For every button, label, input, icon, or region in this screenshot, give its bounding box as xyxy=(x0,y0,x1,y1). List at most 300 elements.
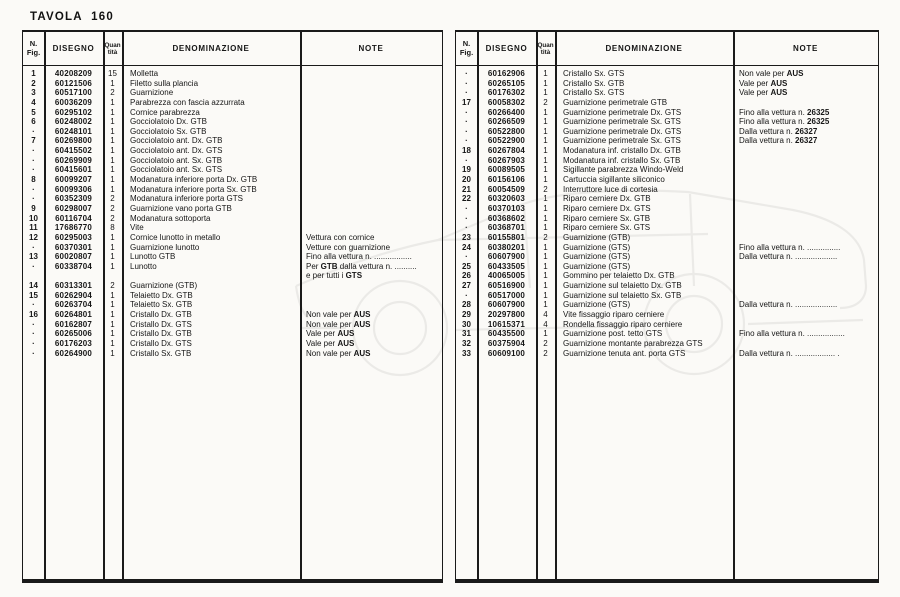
table-row xyxy=(456,214,878,224)
note-cell xyxy=(300,79,442,89)
note-cell xyxy=(300,127,442,137)
fig-number-cell: · xyxy=(465,223,468,233)
denominazione-cell: Molletta xyxy=(130,69,159,78)
disegno-cell: 60267903 xyxy=(487,155,526,165)
note-cell: Fino alla vettura n. ................. xyxy=(306,252,412,262)
table-row xyxy=(456,185,878,195)
fig-number-cell: · xyxy=(465,126,468,136)
denominazione-cell: Filetto sulla plancia xyxy=(130,78,199,88)
fig-number-cell: · xyxy=(465,88,468,98)
table-body-left xyxy=(23,69,442,579)
disegno-cell: 60266509 xyxy=(487,117,526,127)
fig-number-cell: 14 xyxy=(29,281,38,291)
denominazione-cell: Guarnizione sul telaietto Sx. GTB xyxy=(563,290,682,300)
quantity-cell: 2 xyxy=(110,203,115,213)
fig-number-cell: · xyxy=(32,146,35,156)
quantity-cell: 1 xyxy=(543,107,548,117)
note-cell xyxy=(733,223,878,233)
quantity-cell: 1 xyxy=(543,126,548,136)
note-cell xyxy=(300,136,442,146)
disegno-cell: 60368701 xyxy=(487,223,526,233)
denominazione-cell: Guarnizione (GTB) xyxy=(563,232,631,242)
fig-number-cell: 25 xyxy=(462,261,471,271)
disegno-cell: 40208209 xyxy=(54,69,93,78)
quantity-cell: 2 xyxy=(543,97,548,107)
disegno-cell: 60517100 xyxy=(54,88,93,98)
denominazione-cell: Gocciolatoio ant. Dx. GTB xyxy=(130,136,223,146)
fig-number-cell: · xyxy=(465,117,468,127)
quantity-cell: 1 xyxy=(110,126,115,136)
quantity-cell: 1 xyxy=(110,232,115,242)
table-row xyxy=(456,262,878,272)
table-row xyxy=(456,69,878,79)
fig-number-cell: · xyxy=(465,213,468,223)
denominazione-cell: Cornice parabrezza xyxy=(130,107,200,117)
table-row xyxy=(23,146,442,156)
denominazione-cell: Guarnizione vano porta GTB xyxy=(130,203,232,213)
denominazione-cell: Cristallo Sx. GTS xyxy=(563,88,625,98)
fig-number-cell: 11 xyxy=(29,223,38,233)
table-row xyxy=(23,69,442,79)
denominazione-cell: Cristallo Sx. GTB xyxy=(130,348,192,358)
denominazione-cell: Modanatura inferiore porta Sx. GTB xyxy=(130,184,257,194)
disegno-cell: 60265006 xyxy=(54,329,93,339)
column-header-disegno: DISEGNO xyxy=(52,44,95,53)
fig-number-cell: 28 xyxy=(462,300,471,310)
note-cell: Dalla vettura n. 26327 xyxy=(739,126,818,136)
column-header-quantita-line2: tità xyxy=(107,48,118,56)
denominazione-cell: Modanatura inferiore porta Dx. GTB xyxy=(130,175,258,185)
denominazione-cell: Interruttore luce di cortesia xyxy=(563,184,658,194)
quantity-cell: 1 xyxy=(110,242,115,252)
quantity-cell: 15 xyxy=(108,69,117,78)
denominazione-cell: Cornice lunotto in metallo xyxy=(130,232,221,242)
quantity-cell: 1 xyxy=(543,194,548,204)
note-cell xyxy=(300,194,442,204)
quantity-cell: 2 xyxy=(543,184,548,194)
disegno-cell: 60320603 xyxy=(487,194,526,204)
quantity-cell: 1 xyxy=(543,69,548,78)
disegno-cell: 60415601 xyxy=(54,165,93,175)
disegno-cell: 60295102 xyxy=(54,107,93,117)
table-row xyxy=(456,156,878,166)
fig-number-cell: 16 xyxy=(29,310,38,320)
disegno-cell: 60338704 xyxy=(54,261,93,271)
note-cell xyxy=(300,204,442,214)
note-cell: Non vale per AUS xyxy=(306,310,371,320)
disegno-cell: 60266400 xyxy=(487,107,526,117)
quantity-cell: 1 xyxy=(543,252,548,262)
denominazione-cell: Vite xyxy=(130,223,144,233)
note-cell xyxy=(300,88,442,98)
table-row xyxy=(23,127,442,137)
note-cell: Vettura con cornice xyxy=(306,232,375,242)
note-cell xyxy=(300,69,442,79)
quantity-cell: 1 xyxy=(543,155,548,165)
table-row xyxy=(456,136,878,146)
note-cell: Vetture con guarnizione xyxy=(306,242,391,252)
fig-number-cell: · xyxy=(465,155,468,165)
quantity-cell: 4 xyxy=(543,319,548,329)
disegno-cell: 60162807 xyxy=(54,319,93,329)
note-cell xyxy=(733,175,878,185)
quantity-cell: 1 xyxy=(110,329,115,339)
disegno-cell: 10615371 xyxy=(487,319,526,329)
fig-number-cell: 26 xyxy=(462,271,471,281)
table-row xyxy=(23,175,442,185)
note-cell: Fino alla vettura n. 26325 xyxy=(739,117,830,127)
disegno-cell: 60121506 xyxy=(54,78,93,88)
parts-table-left xyxy=(22,30,443,583)
note-cell xyxy=(733,233,878,243)
note-cell: Vale per AUS xyxy=(306,329,355,339)
disegno-cell: 60099306 xyxy=(54,184,93,194)
table-row xyxy=(23,329,442,339)
column-header-quantita-line2: tità xyxy=(540,48,551,56)
quantity-cell: 1 xyxy=(543,117,548,127)
column-header-note: NOTE xyxy=(792,44,819,53)
disegno-cell: 60522800 xyxy=(487,126,526,136)
disegno-cell: 20297800 xyxy=(487,310,526,320)
table-row xyxy=(456,252,878,262)
fig-number-cell: 10 xyxy=(29,213,38,223)
column-header-note: NOTE xyxy=(358,44,384,53)
quantity-cell: 1 xyxy=(110,165,115,175)
disegno-cell: 60263704 xyxy=(54,300,93,310)
denominazione-cell: Cristallo Sx. GTS xyxy=(563,69,625,78)
fig-number-cell: · xyxy=(465,78,468,88)
quantity-cell: 1 xyxy=(110,290,115,300)
fig-number-cell: 23 xyxy=(462,232,471,242)
quantity-cell: 1 xyxy=(543,223,548,233)
page-title: TAVOLA 160 xyxy=(30,11,114,23)
quantity-cell: 1 xyxy=(543,203,548,213)
note-cell xyxy=(300,98,442,108)
quantity-cell: 1 xyxy=(543,88,548,98)
fig-number-cell: · xyxy=(32,338,35,348)
disegno-cell: 60380201 xyxy=(487,242,526,252)
fig-number-cell: · xyxy=(465,107,468,117)
note-cell xyxy=(300,281,442,291)
quantity-cell: 2 xyxy=(110,88,115,98)
fig-number-cell: 8 xyxy=(31,175,36,185)
note-cell: Fino alla vettura n. 26325 xyxy=(739,107,830,117)
note-cell xyxy=(733,204,878,214)
quantity-cell: 1 xyxy=(543,329,548,339)
note-cell xyxy=(733,98,878,108)
denominazione-cell: Sigillante parabrezza Windo-Weld xyxy=(563,165,684,175)
table-row xyxy=(23,98,442,108)
disegno-cell: 60176203 xyxy=(54,338,93,348)
table-row xyxy=(23,214,442,224)
denominazione-cell: Cristallo Dx. GTB xyxy=(130,329,192,339)
fig-number-cell: · xyxy=(465,290,468,300)
denominazione-cell: Modanatura sottoporta xyxy=(130,213,211,223)
quantity-cell: 1 xyxy=(543,300,548,310)
quantity-cell: 1 xyxy=(543,281,548,291)
table-row xyxy=(23,233,442,243)
quantity-cell: 1 xyxy=(110,252,115,262)
denominazione-cell: Guarnizione perimetrale Dx. GTS xyxy=(563,126,682,136)
denominazione-cell: Guarnizione tenuta ant. porta GTS xyxy=(563,348,686,358)
denominazione-cell: Parabrezza con fascia azzurrata xyxy=(130,97,245,107)
table-row xyxy=(456,300,878,310)
note-cell xyxy=(300,300,442,310)
denominazione-cell: Gocciolatoio ant. Dx. GTS xyxy=(130,146,223,156)
table-row xyxy=(23,108,442,118)
denominazione-cell: Cristallo Dx. GTS xyxy=(130,338,192,348)
note-cell xyxy=(733,214,878,224)
table-row xyxy=(23,320,442,330)
table-row xyxy=(456,117,878,127)
quantity-cell: 1 xyxy=(110,136,115,146)
denominazione-cell: Gocciolatoio Dx. GTB xyxy=(130,117,207,127)
fig-number-cell: 21 xyxy=(462,184,471,194)
note-cell xyxy=(300,146,442,156)
disegno-cell: 60435500 xyxy=(487,329,526,339)
table-row xyxy=(23,339,442,349)
note-cell: e per tutti i GTS xyxy=(306,271,363,281)
table-row xyxy=(456,223,878,233)
fig-number-cell: 17 xyxy=(462,97,471,107)
denominazione-cell: Guarnizione montante parabrezza GTS xyxy=(563,338,703,348)
quantity-cell: 1 xyxy=(543,213,548,223)
quantity-cell: 1 xyxy=(110,155,115,165)
disegno-cell: 60267804 xyxy=(487,146,526,156)
table-row xyxy=(23,136,442,146)
fig-number-cell: 15 xyxy=(29,290,38,300)
denominazione-cell: Guarnizione perimetrale GTB xyxy=(563,97,668,107)
denominazione-cell: Guarnizione xyxy=(130,88,174,98)
column-header-quantita xyxy=(536,32,555,65)
table-row xyxy=(23,165,442,175)
note-cell: Fino alla vettura n. ................. xyxy=(739,329,845,339)
denominazione-cell: Guarnizione perimetrale Dx. GTS xyxy=(563,107,682,117)
fig-number-cell: 7 xyxy=(31,136,36,146)
column-header-fig xyxy=(456,32,477,65)
table-row xyxy=(456,165,878,175)
note-cell: Dalla vettura n. ................... xyxy=(739,252,838,262)
quantity-cell: 1 xyxy=(543,78,548,88)
fig-number-cell: 27 xyxy=(462,281,471,291)
quantity-cell: 1 xyxy=(543,165,548,175)
fig-number-cell: 4 xyxy=(31,97,36,107)
disegno-cell: 60607900 xyxy=(487,252,526,262)
denominazione-cell: Cartuccia sigillante siliconico xyxy=(563,175,665,185)
denominazione-cell: Guarnizione perimetrale Sx. GTS xyxy=(563,117,681,127)
fig-number-cell: · xyxy=(32,300,35,310)
table-row xyxy=(456,175,878,185)
note-cell: Dalla vettura n. ................... xyxy=(739,300,838,310)
disegno-cell: 60054509 xyxy=(487,184,526,194)
fig-number-cell: 31 xyxy=(462,329,471,339)
table-header xyxy=(456,32,878,66)
note-cell xyxy=(300,214,442,224)
table-row xyxy=(456,349,878,359)
table-row xyxy=(23,281,442,291)
note-cell xyxy=(733,339,878,349)
quantity-cell: 1 xyxy=(543,242,548,252)
note-cell xyxy=(733,320,878,330)
note-cell: Vale per AUS xyxy=(306,338,355,348)
disegno-cell: 60433505 xyxy=(487,261,526,271)
denominazione-cell: Cristallo Sx. GTB xyxy=(563,78,625,88)
denominazione-cell xyxy=(122,271,300,281)
note-cell: Dalla vettura n. 26327 xyxy=(739,136,818,146)
disegno-cell: 60058302 xyxy=(487,97,526,107)
column-header-fig xyxy=(23,32,44,65)
denominazione-cell: Lunotto xyxy=(130,261,157,271)
fig-number-cell: 1 xyxy=(31,69,36,78)
fig-number-cell: 29 xyxy=(462,310,471,320)
quantity-cell: 1 xyxy=(110,310,115,320)
quantity-cell: 1 xyxy=(543,136,548,146)
table-row xyxy=(23,194,442,204)
note-cell xyxy=(733,271,878,281)
fig-number-cell: 3 xyxy=(31,88,36,98)
fig-number-cell: · xyxy=(465,252,468,262)
table-row xyxy=(456,329,878,339)
denominazione-cell: Vite fissaggio riparo cerniere xyxy=(563,310,665,320)
fig-number-cell: · xyxy=(32,261,35,271)
table-row xyxy=(456,127,878,137)
note-cell: Vale per AUS xyxy=(739,78,788,88)
fig-number-cell: · xyxy=(32,319,35,329)
quantity-cell: 1 xyxy=(110,261,115,271)
quantity-cell: 1 xyxy=(110,175,115,185)
quantity-cell: 1 xyxy=(110,107,115,117)
disegno-cell: 60269909 xyxy=(54,155,93,165)
note-cell xyxy=(733,262,878,272)
quantity-cell: 1 xyxy=(543,261,548,271)
fig-number-cell: 6 xyxy=(31,117,36,127)
table-header xyxy=(23,32,442,66)
quantity-cell: 2 xyxy=(543,338,548,348)
parts-table-right xyxy=(455,30,879,583)
denominazione-cell: Gocciolatoio Sx. GTB xyxy=(130,126,207,136)
quantity-cell: 1 xyxy=(110,348,115,358)
fig-number-cell: 13 xyxy=(29,252,38,262)
table-row xyxy=(456,271,878,281)
disegno-cell xyxy=(44,271,103,281)
note-cell xyxy=(733,310,878,320)
disegno-cell: 60264801 xyxy=(54,310,93,320)
disegno-cell: 60370301 xyxy=(54,242,93,252)
disegno-cell: 60368602 xyxy=(487,213,526,223)
disegno-cell: 60262904 xyxy=(54,290,93,300)
quantity-cell: 8 xyxy=(110,223,115,233)
table-row xyxy=(23,223,442,233)
denominazione-cell: Riparo cerniere Dx. GTS xyxy=(563,203,651,213)
column-header-quantita xyxy=(103,32,122,65)
disegno-cell: 60156106 xyxy=(487,175,526,185)
fig-number-cell: · xyxy=(32,184,35,194)
table-body-right xyxy=(456,69,878,579)
fig-number-cell: 22 xyxy=(462,194,471,204)
denominazione-cell: Cristallo Dx. GTB xyxy=(130,310,192,320)
denominazione-cell: Guarnizione sul telaietto Dx. GTB xyxy=(563,281,682,291)
quantity-cell: 2 xyxy=(110,213,115,223)
column-header-fig-line1: N. xyxy=(462,39,471,48)
quantity-cell: 1 xyxy=(543,271,548,281)
denominazione-cell: Guarnizione (GTS) xyxy=(563,300,631,310)
note-cell xyxy=(733,156,878,166)
quantity-cell: 1 xyxy=(110,300,115,310)
quantity-cell: 1 xyxy=(110,319,115,329)
denominazione-cell: Guarnizione (GTS) xyxy=(563,242,631,252)
quantity-cell: 4 xyxy=(543,310,548,320)
column-header-denominazione: DENOMINAZIONE xyxy=(605,44,683,53)
quantity-cell: 1 xyxy=(110,146,115,156)
quantity-cell: 2 xyxy=(543,232,548,242)
disegno-cell: 60298007 xyxy=(54,203,93,213)
denominazione-cell: Modanatura inf. cristallo Dx. GTB xyxy=(563,146,681,156)
note-cell: Dalla vettura n. .................. . xyxy=(739,348,840,358)
fig-number-cell: 18 xyxy=(462,146,471,156)
quantity-cell: 1 xyxy=(543,146,548,156)
disegno-cell: 60313301 xyxy=(54,281,93,291)
quantity-cell: 1 xyxy=(110,78,115,88)
fig-number-cell: · xyxy=(32,242,35,252)
table-row xyxy=(456,108,878,118)
table-row xyxy=(23,156,442,166)
quantity-cell: 1 xyxy=(110,338,115,348)
disegno-cell: 60162906 xyxy=(487,69,526,78)
denominazione-cell: Riparo cerniere Sx. GTB xyxy=(563,213,651,223)
column-header-denominazione: DENOMINAZIONE xyxy=(172,44,250,53)
table-row xyxy=(456,310,878,320)
fig-number-cell xyxy=(23,271,44,281)
disegno-cell: 60295003 xyxy=(54,232,93,242)
fig-number-cell: 33 xyxy=(462,348,471,358)
denominazione-cell: Guarnizione (GTS) xyxy=(563,252,631,262)
fig-number-cell: 30 xyxy=(462,319,471,329)
disegno-cell: 60264900 xyxy=(54,348,93,358)
note-cell xyxy=(733,194,878,204)
table-row xyxy=(456,146,878,156)
table-row xyxy=(456,339,878,349)
denominazione-cell: Telaietto Sx. GTB xyxy=(130,300,193,310)
table-row xyxy=(456,281,878,291)
fig-number-cell: · xyxy=(32,165,35,175)
table-row xyxy=(456,88,878,98)
table-row xyxy=(23,252,442,262)
fig-number-cell: · xyxy=(465,136,468,146)
note-cell: Fino alla vettura n. ............... xyxy=(739,242,841,252)
table-row xyxy=(456,320,878,330)
denominazione-cell: Guarnizione post. tetto GTS xyxy=(563,329,663,339)
quantity-cell: 1 xyxy=(110,97,115,107)
fig-number-cell: 9 xyxy=(31,203,36,213)
denominazione-cell: Riparo cerniere Dx. GTB xyxy=(563,194,651,204)
disegno-cell: 60155801 xyxy=(487,232,526,242)
fig-number-cell: · xyxy=(32,348,35,358)
quantity-cell: 1 xyxy=(543,290,548,300)
note-cell xyxy=(300,223,442,233)
denominazione-cell: Riparo cerniere Sx. GTS xyxy=(563,223,651,233)
fig-number-cell: · xyxy=(465,69,468,78)
disegno-cell: 60265105 xyxy=(487,78,526,88)
disegno-cell: 60248002 xyxy=(54,117,93,127)
table-row xyxy=(456,243,878,253)
column-header-quantita-line1: Quan xyxy=(537,41,554,49)
disegno-cell: 60020807 xyxy=(54,252,93,262)
quantity-cell: 2 xyxy=(543,348,548,358)
denominazione-cell: Rondella fissaggio riparo cerniere xyxy=(563,319,683,329)
table-row xyxy=(23,262,442,272)
note-cell: Vale per AUS xyxy=(739,88,788,98)
note-cell xyxy=(733,281,878,291)
